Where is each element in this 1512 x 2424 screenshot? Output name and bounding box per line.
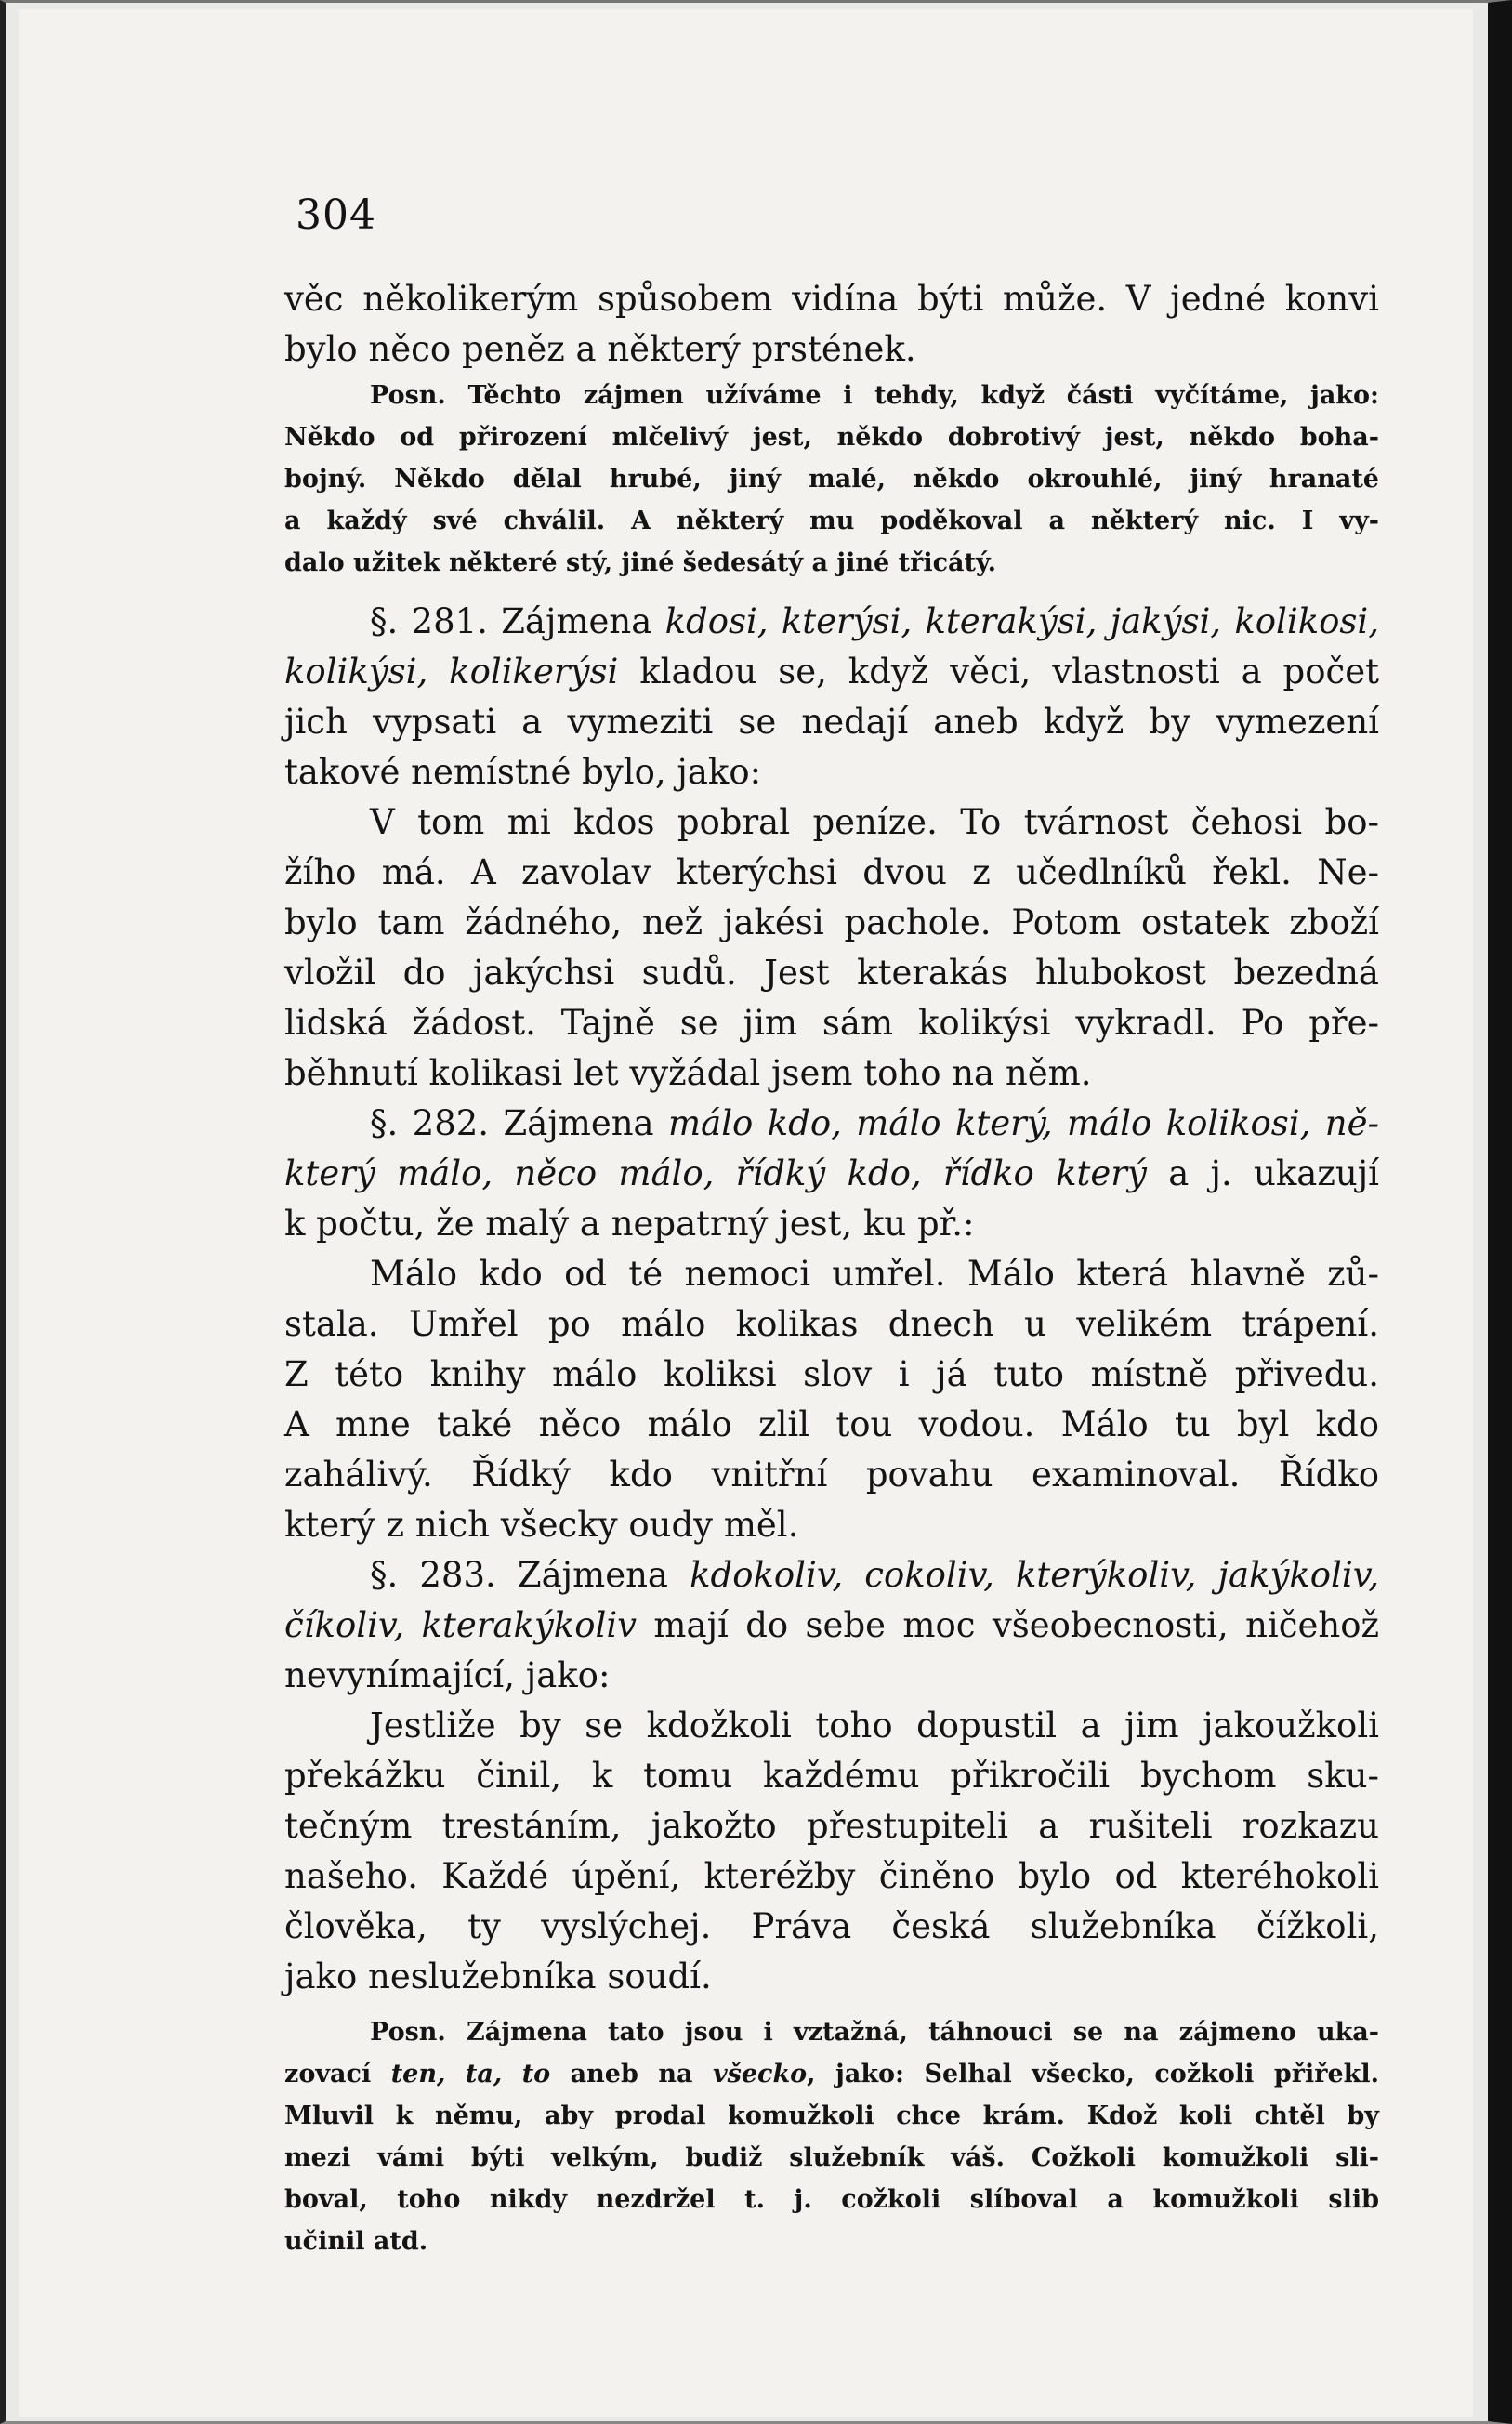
text-line [284,1601,1379,1651]
pronoun-list: ten, ta, to [390,2060,551,2088]
text-line: věc několikerým spůsobem vidína býti může. V jedné konvi [284,279,1379,319]
text-line: nevynímající, jako: [284,1655,611,1695]
text-line [284,1149,1379,1199]
note-line: Někdo od přirození mlčelivý jest, někdo dobrotivý jest, někdo boha- [284,423,1379,452]
page-number: 304 [296,191,376,239]
example-line: překážku činil, k tomu každému přikročili bychom sku- [284,1756,1379,1796]
text-line [284,647,1379,697]
pronoun-list: který málo, něco málo, řídký kdo, řídko který [284,1153,1147,1193]
text-line: takové nemístné bylo, jako: [284,752,762,792]
example-line: A mne také něco málo zlil tou vodou. Málo tu byl kdo [284,1404,1379,1444]
note-line: Mluvil k němu, aby prodal komužkoli chce krám. Kdož koli chtěl by [284,2101,1379,2130]
example-line: žího má. A zavolav kterýchsi dvou z učedlníků řekl. Ne- [284,852,1379,892]
example-line: jako neslužebníka soudí. [284,1956,712,1996]
text-span: kladou se, když věci, vlastnosti a počet [618,652,1379,692]
text-span: mají do sebe moc všeobecnosti, ničehož [637,1605,1379,1645]
note-line: mezi vámi býti velkým, budiž služebník váš. Cožkoli komužkoli sli- [284,2143,1379,2172]
text-line: jich vypsati a vymeziti se nedají aneb když by vymezení [284,702,1379,742]
text-line: k počtu, že malý a nepatrný jest, ku př.: [284,1204,975,1244]
note-line: učinil atd. [284,2227,428,2256]
example-line: běhnutí kolikasi let vyžádal jsem toho na něm. [284,1053,1092,1093]
text-line: bylo něco peněz a některý prstének. [284,329,916,369]
text-span: , jako: Selhal všecko, cožkoli přiřekl. [807,2060,1379,2088]
note-line: a každý své chválil. A některý mu poděkoval a některý nic. I vy- [284,507,1379,535]
section-281-lead: §. 281. Zájmena [370,601,665,641]
example-line: vložil do jakýchsi sudů. Jest kterakás hlubokost bezedná [284,953,1379,993]
note-line [284,2053,1379,2095]
note-line: dalo užitek některé stý, jiné šedesátý a jiné třicátý. [284,548,996,577]
text-block [284,274,1379,2262]
example-line: bylo tam žádného, než jakési pachole. Potom ostatek zboží [284,902,1379,942]
section-heading-283 [284,1550,1379,1601]
example-line: našeho. Každé úpění, kteréžby činěno bylo od kteréhokoli [284,1856,1379,1896]
pronoun-list: všecko [712,2060,808,2088]
section-283-lead: §. 283. Zájmena [370,1555,690,1595]
example-line: člověka, ty vyslýchej. Práva česká služebníka čížkoli, [284,1906,1379,1946]
pronoun-list: kolikýsi, kolikerýsi [284,652,619,692]
pronoun-list: málo kdo, málo který, málo kolikosi, ně- [668,1103,1379,1143]
example-line: tečným trestáním, jakožto přestupiteli a rušiteli rozkazu [284,1806,1379,1846]
example-line: Z této knihy málo koliksi slov i já tuto místně přivedu. [284,1354,1379,1394]
section-heading-282 [284,1099,1379,1149]
text-span: a j. ukazují [1146,1153,1380,1193]
pronoun-list: číkoliv, kterakýkoliv [284,1605,638,1645]
example-line: Málo kdo od té nemoci umřel. Málo která hlavně zů- [370,1254,1379,1294]
text-span: zovací [284,2060,391,2088]
example-line: zahálivý. Řídký kdo vnitřní povahu examinoval. Řídko [284,1455,1379,1495]
text-span: aneb na [550,2060,713,2088]
example-line: který z nich všecky oudy měl. [284,1505,799,1545]
pronoun-list: kdosi, kterýsi, kterakýsi, jakýsi, kolikosi, [664,601,1379,641]
section-282-lead: §. 282. Zájmena [370,1103,669,1143]
note-line: boval, toho nikdy nezdržel t. j. cožkoli slíboval a komužkoli slib [284,2185,1379,2214]
example-line: lidská žádost. Tajně se jim sám kolikýsi vykradl. Po pře- [284,1003,1379,1043]
note-line: bojný. Někdo dělal hrubé, jiný malé, někdo okrouhlé, jiný hranaté [284,465,1379,494]
note-line: Posn. Zájmena tato jsou i vztažná, táhnouci se na zájmeno uka- [370,2018,1379,2047]
example-line: V tom mi kdos pobral peníze. To tvárnost čehosi bo- [370,802,1379,842]
example-line: Jestliže by se kdožkoli toho dopustil a jim jakoužkoli [370,1706,1379,1746]
pronoun-list: kdokoliv, cokoliv, kterýkoliv, jakýkoliv, [690,1555,1379,1595]
note-line: Posn. Těchto zájmen užíváme i tehdy, když části vyčítáme, jako: [370,381,1379,410]
example-line: stala. Umřel po málo kolikas dnech u velikém trápení. [284,1304,1379,1344]
section-heading-281 [284,597,1379,647]
